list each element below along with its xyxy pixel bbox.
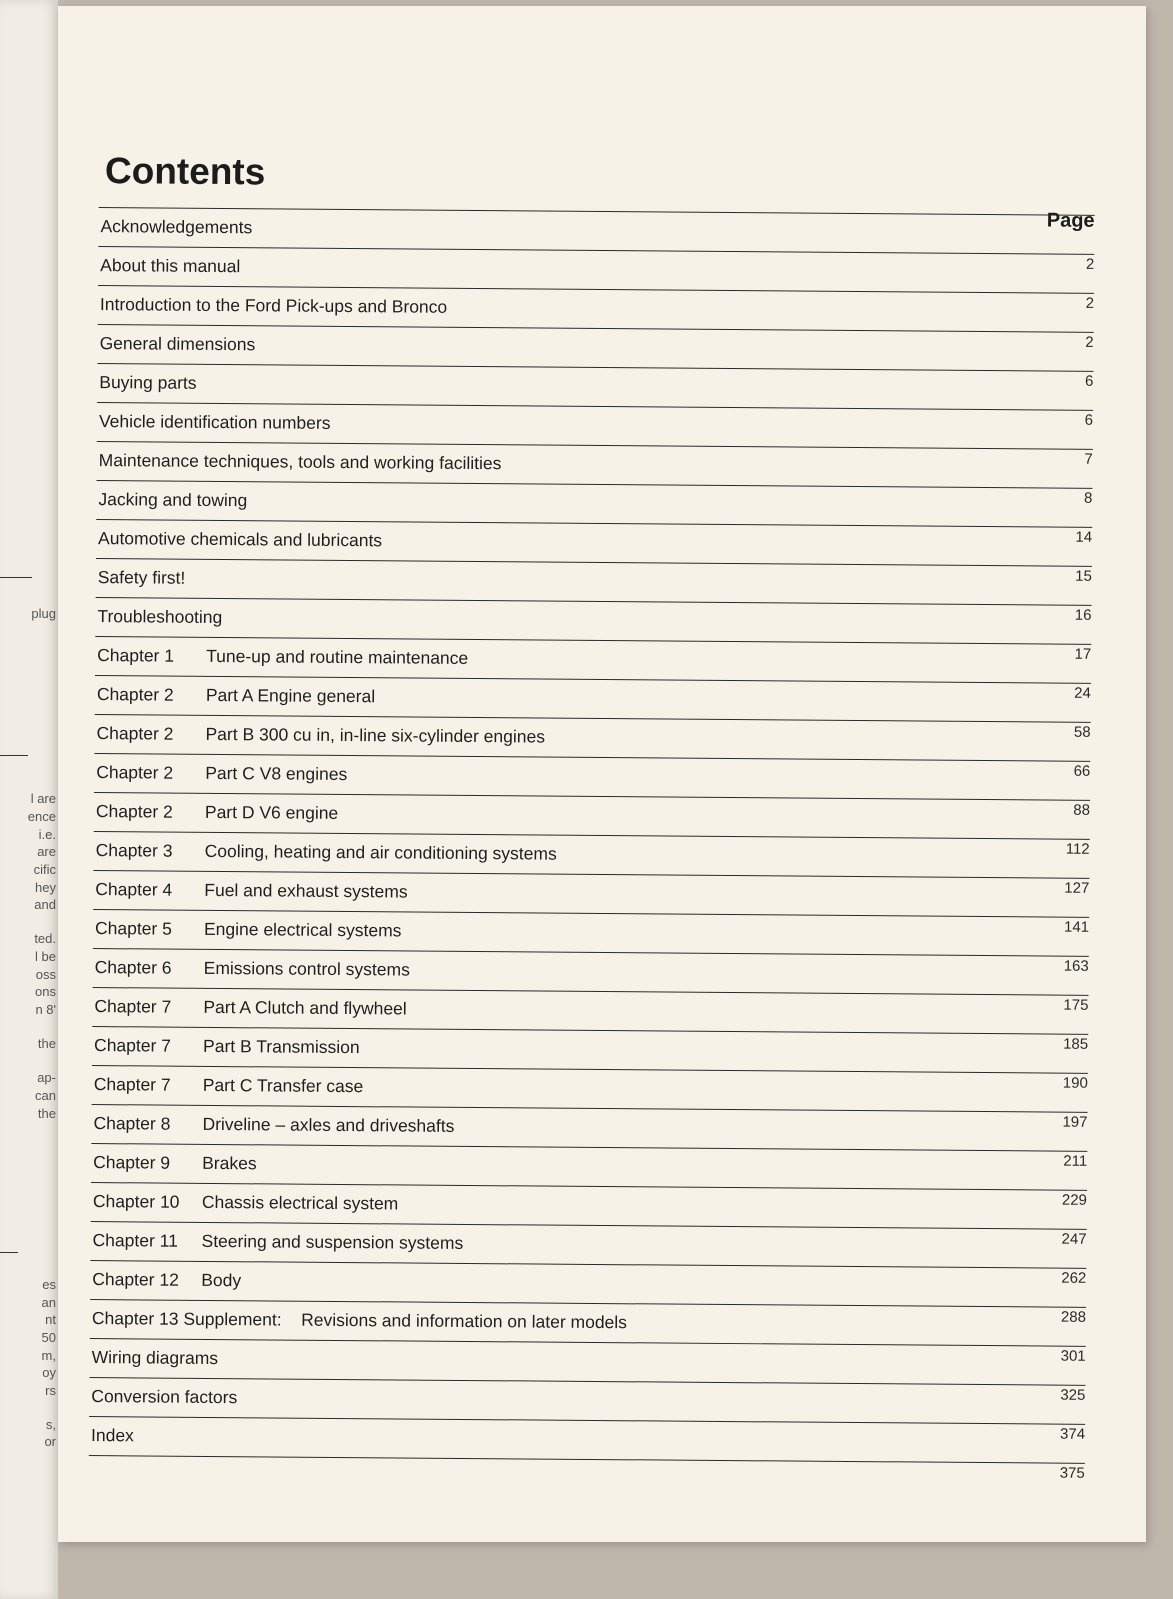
- toc-entry-title: Part B Transmission: [203, 1035, 360, 1058]
- toc-entry-label: [97, 645, 468, 669]
- toc-entry-label: [97, 606, 222, 628]
- toc-chapter-number: Chapter 2: [95, 801, 173, 822]
- facing-page-fragment: cific: [33, 862, 56, 877]
- facing-page-fragment: nt: [45, 1312, 56, 1327]
- toc-chapter-number: Chapter 3: [95, 840, 173, 861]
- toc-entry-label: [96, 723, 545, 748]
- toc-page-number: 127: [1064, 879, 1090, 897]
- facing-page-fragment: the: [37, 1106, 56, 1121]
- toc-page-number: 229: [1061, 1191, 1087, 1209]
- facing-page-fragment: ted.: [34, 931, 56, 946]
- toc-entry-title: Engine electrical systems: [203, 918, 402, 941]
- facing-page-fragment: oss: [35, 967, 56, 982]
- toc-entry-title: Buying parts: [99, 372, 197, 393]
- table-of-contents: [89, 207, 1095, 1482]
- toc-page-number: 6: [1084, 372, 1094, 390]
- toc-entry-label: [94, 1074, 364, 1097]
- toc-entry-label: [98, 567, 186, 589]
- toc-entry-title: Brakes: [202, 1152, 257, 1174]
- facing-page-fragment: ence: [27, 809, 56, 824]
- toc-entry-label: [92, 1230, 463, 1254]
- toc-entry-title: Part B 300 cu in, in-line six-cylinder engines: [205, 723, 546, 747]
- toc-chapter-number: Chapter 6: [94, 957, 172, 978]
- toc-entry-label: [96, 762, 347, 785]
- toc-page-number: 17: [1074, 645, 1092, 663]
- toc-page-number: 6: [1084, 411, 1094, 429]
- toc-entry-title: Conversion factors: [91, 1386, 238, 1408]
- toc-page-number: 88: [1073, 801, 1091, 819]
- toc-entry-label: [94, 1035, 360, 1058]
- toc-page-number: 288: [1060, 1308, 1087, 1326]
- toc-entry-label: [92, 1308, 627, 1333]
- toc-entry-label: [95, 918, 402, 941]
- toc-entry: [89, 1416, 1085, 1482]
- toc-page-number: 211: [1063, 1152, 1088, 1170]
- page-title: Contents: [104, 150, 266, 193]
- toc-page-number: 175: [1063, 996, 1089, 1014]
- toc-entry-title: Steering and suspension systems: [201, 1230, 464, 1253]
- toc-page-number: 24: [1074, 684, 1091, 702]
- toc-page-number: 112: [1065, 840, 1090, 858]
- facing-page-fragment: can: [35, 1088, 56, 1103]
- toc-entry-label: [100, 255, 240, 277]
- toc-chapter-number: Chapter 7: [94, 996, 172, 1017]
- toc-page-number: 190: [1062, 1074, 1088, 1092]
- toc-entry-label: [97, 684, 375, 707]
- toc-chapter-number: Chapter 1: [97, 645, 175, 666]
- toc-page-number: 8: [1084, 489, 1093, 507]
- toc-entry-title: Wiring diagrams: [91, 1347, 219, 1369]
- toc-entry-title: Revisions and information on later models: [301, 1309, 628, 1333]
- toc-entry-title: Index: [90, 1425, 134, 1446]
- toc-entry-label: [92, 1269, 241, 1291]
- toc-page-number: 15: [1075, 567, 1092, 585]
- toc-entry-label: [99, 411, 331, 434]
- toc-entry-label: [98, 528, 382, 551]
- toc-entry-title: Part A Clutch and flywheel: [203, 996, 407, 1019]
- toc-entry-label: [99, 450, 502, 474]
- facing-page-fragment: 50: [41, 1330, 56, 1345]
- facing-page-fragment: or: [44, 1434, 56, 1449]
- toc-chapter-number: Chapter 2: [96, 684, 174, 705]
- toc-entry-label: [91, 1425, 134, 1446]
- facing-page-fragment: plug: [31, 606, 56, 621]
- facing-page-fragment: the: [37, 1036, 56, 1051]
- toc-chapter-number: Chapter 2: [96, 723, 174, 744]
- toc-entry-title: Acknowledgements: [100, 216, 253, 238]
- toc-page-number: 375: [1059, 1464, 1085, 1482]
- toc-page-number: 14: [1075, 528, 1093, 546]
- toc-entry-title: Tune-up and routine maintenance: [206, 645, 469, 668]
- toc-entry-label: [100, 294, 447, 318]
- toc-chapter-number: Chapter 7: [93, 1074, 171, 1095]
- facing-page-fragment: l are: [30, 791, 56, 806]
- toc-entry-title: Fuel and exhaust systems: [204, 879, 408, 902]
- toc-chapter-number: Chapter 13 Supplement:: [91, 1308, 282, 1330]
- toc-page-number: 301: [1060, 1347, 1086, 1365]
- toc-entry-label: [92, 1347, 219, 1369]
- toc-entry-label: [95, 957, 410, 980]
- toc-page-number: 2: [1085, 333, 1094, 351]
- toc-entry-title: Safety first!: [97, 567, 186, 588]
- toc-entry-title: General dimensions: [99, 333, 256, 355]
- toc-chapter-number: Chapter 9: [93, 1152, 171, 1173]
- toc-entry-label: [93, 1152, 257, 1174]
- toc-page-number: 16: [1074, 606, 1092, 624]
- facing-page-rule: [0, 1252, 18, 1253]
- toc-entry-title: Jacking and towing: [98, 489, 248, 511]
- toc-entry-title: Automotive chemicals and lubricants: [98, 528, 383, 551]
- toc-entry-title: Maintenance techniques, tools and working facilities: [98, 450, 502, 474]
- toc-entry-label: [93, 1113, 454, 1137]
- toc-page-number: 2: [1085, 294, 1095, 312]
- toc-entry-title: Part D V6 engine: [204, 801, 339, 823]
- toc-entry-label: [93, 1191, 399, 1214]
- facing-page-fragment: ons: [35, 984, 56, 999]
- facing-page-fragment: and: [34, 897, 56, 912]
- toc-page-number: 7: [1084, 450, 1093, 468]
- toc-entry-title: Part C Transfer case: [202, 1074, 364, 1097]
- toc-page-number: 325: [1060, 1386, 1086, 1404]
- facing-page: [0, 0, 58, 1599]
- toc-page-number: 141: [1063, 918, 1090, 936]
- toc-entry-label: [98, 489, 247, 511]
- toc-page-number: 58: [1073, 723, 1091, 741]
- toc-entry-label: [100, 216, 252, 238]
- facing-page-fragment: es: [42, 1277, 56, 1292]
- facing-page-fragment: m,: [41, 1348, 56, 1363]
- facing-page-fragment: oy: [42, 1365, 56, 1380]
- contents-page: [58, 6, 1146, 1542]
- toc-chapter-number: Chapter 7: [94, 1035, 172, 1056]
- contents-content: [52, 2, 1152, 1546]
- toc-page-number: 247: [1061, 1230, 1087, 1248]
- toc-entry-label: [91, 1386, 237, 1408]
- toc-entry-title: Part A Engine general: [205, 684, 376, 707]
- facing-page-rule: [0, 577, 32, 578]
- toc-page-number: 185: [1063, 1035, 1089, 1053]
- toc-entry-title: Body: [201, 1269, 242, 1291]
- toc-page-number: 262: [1061, 1269, 1087, 1287]
- page-column-heading: Page: [1046, 209, 1095, 232]
- facing-page-fragment: n 8': [35, 1002, 56, 1017]
- facing-page-fragment: rs: [45, 1383, 56, 1398]
- toc-entry-label: [95, 879, 407, 902]
- toc-page-number: 374: [1059, 1425, 1086, 1443]
- facing-page-fragment: s,: [45, 1417, 56, 1432]
- facing-page-fragment: an: [41, 1295, 56, 1310]
- toc-chapter-number: Chapter 10: [92, 1191, 180, 1212]
- toc-page-number: 2: [1085, 255, 1095, 273]
- toc-entry-label: [96, 840, 557, 865]
- toc-chapter-number: Chapter 11: [92, 1230, 178, 1251]
- toc-chapter-number: Chapter 12: [92, 1269, 179, 1290]
- toc-chapter-number: Chapter 4: [95, 879, 173, 900]
- toc-entry-title: Cooling, heating and air conditioning systems: [204, 840, 557, 864]
- facing-page-fragment: hey: [35, 880, 56, 895]
- facing-page-fragment: l be: [35, 949, 56, 964]
- toc-entry-title: Part C V8 engines: [205, 762, 348, 785]
- toc-entry-title: Introduction to the Ford Pick-ups and Bronco: [99, 294, 448, 317]
- toc-entry-title: Chassis electrical system: [201, 1191, 399, 1214]
- toc-entry-title: About this manual: [100, 255, 241, 277]
- toc-entry-title: Vehicle identification numbers: [98, 411, 331, 433]
- facing-page-fragment: ap-: [37, 1070, 56, 1085]
- toc-chapter-number: Chapter 5: [94, 918, 172, 939]
- toc-chapter-number: Chapter 2: [96, 762, 174, 783]
- toc-entry-title: Troubleshooting: [97, 606, 223, 628]
- toc-entry-title: Driveline – axles and driveshafts: [202, 1113, 455, 1136]
- facing-page-fragment: are: [37, 844, 56, 859]
- facing-page-fragment: i.e.: [38, 827, 56, 842]
- toc-entry-label: [100, 333, 256, 355]
- toc-entry-label: [96, 801, 338, 824]
- toc-entry-title: Emissions control systems: [203, 957, 410, 980]
- toc-entry-label: [94, 996, 406, 1019]
- toc-page-number: 66: [1073, 762, 1091, 780]
- toc-page-number: 197: [1062, 1113, 1088, 1131]
- toc-entry-label: [99, 372, 196, 394]
- facing-page-rule: [0, 755, 28, 756]
- toc-chapter-number: Chapter 8: [93, 1113, 171, 1134]
- toc-page-number: 163: [1063, 957, 1089, 975]
